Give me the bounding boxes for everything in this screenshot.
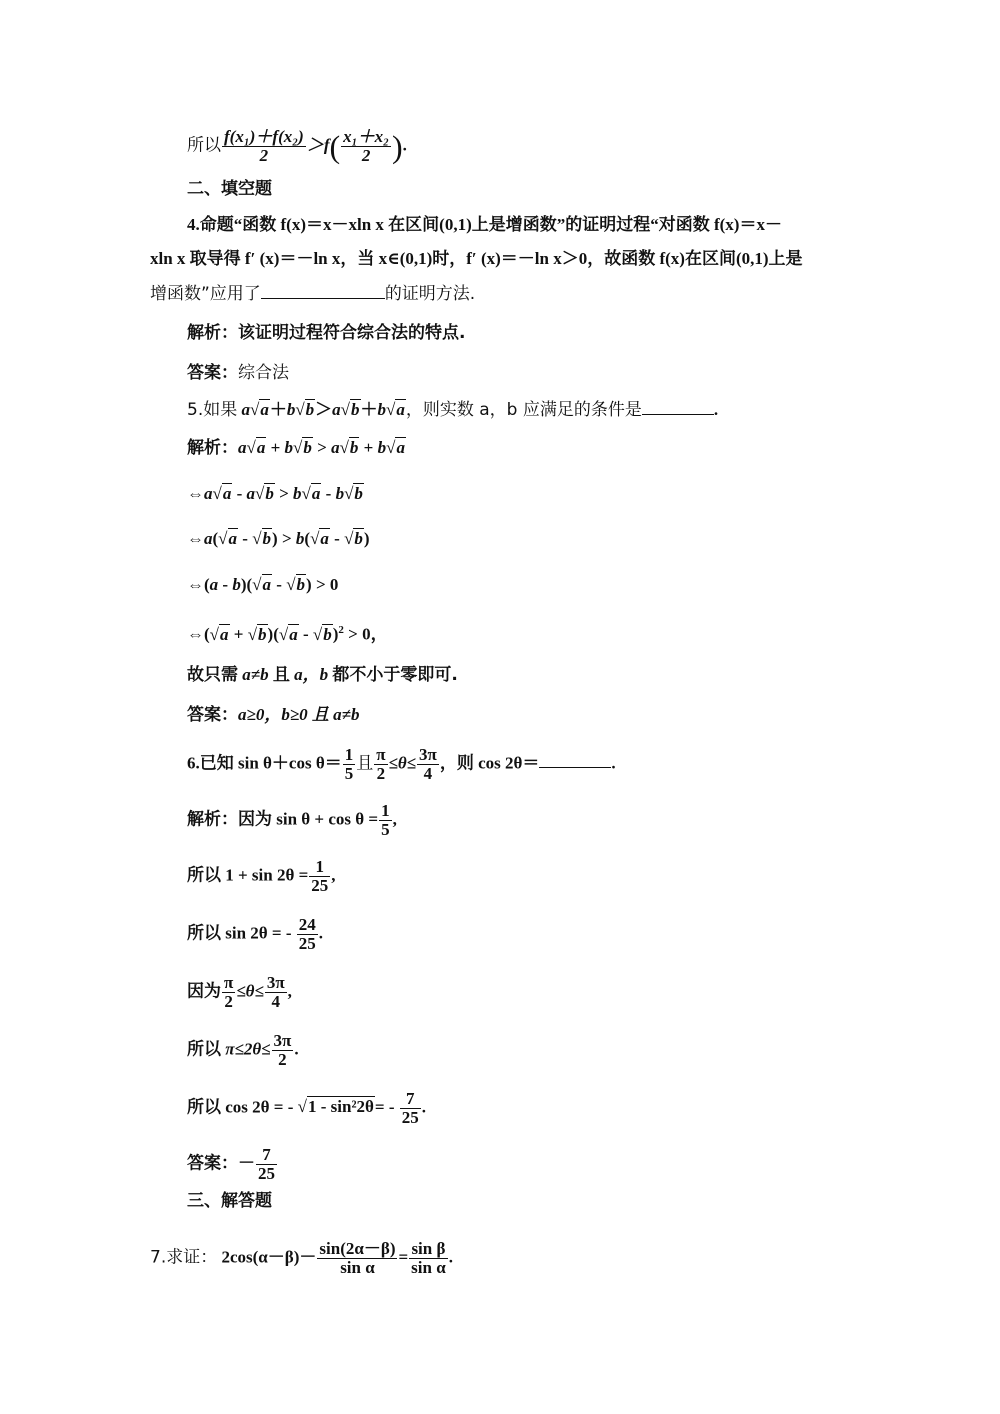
question-6-answer: 答案：－ $\frac{7}{25}$ <box>187 1145 275 1183</box>
question-5-analysis: 解析：a√a + b√b > a√b + b√a <box>187 438 405 458</box>
question-6: 6.已知 sin θ＋cos θ＝ $\frac{1}{5}$ 且 $\frac{\pi}{2}$ ≤θ≤ $\frac{3\pi}{4}$ ，则 cos 2θ＝ . <box>187 745 616 783</box>
question-5-step-3: ⇔(a - b)(√a - √b) > 0 <box>187 575 339 594</box>
fraction: $\frac{\text{sin β}}{\text{sin α}}$ <box>411 1239 446 1277</box>
question-7: 7.求证： 2cos(α－β)－ $\frac{\sin(2\alpha-\beta)}{\text{sin α}}$ = $\frac{\text{sin β}}{\text{sin α}}$ . <box>150 1239 453 1277</box>
question-5: 5.如果 a√a＋b√b＞a√b＋b√a，则实数 a，b 应满足的条件是 . <box>187 400 719 420</box>
fraction: $\frac{24}{25}$ <box>298 915 316 953</box>
answer-blank[interactable] <box>642 398 714 415</box>
fraction: $\frac{3\pi}{4}$ <box>266 973 285 1011</box>
section-heading-fill-in: 二、填空题 <box>187 179 272 199</box>
fraction: $\frac{7}{25}$ <box>401 1089 419 1127</box>
fraction: $\frac{\text{f(x₁)＋f(x₂)}}{2}$ <box>224 127 304 165</box>
fraction: $\frac{3\pi}{4}$ <box>419 745 437 783</box>
question-6-analysis-2: 所以 1 + sin 2θ = $\frac{1}{25}$ , <box>187 857 336 895</box>
question-5-step-1: ⇔a√a - a√b > b√a - b√b <box>187 484 363 503</box>
question-5-step-2: ⇔a(√a - √b) > b(√a - √b) <box>187 529 370 548</box>
previous-conclusion: 所以 $\frac{\text{f(x₁)＋f(x₂)}}{2}$ ＞f( $\frac{\text{x₁＋x₂}}{2}$ ). <box>187 127 407 165</box>
question-5-conclusion: 故只需 a≠b 且 a，b 都不小于零即可. <box>187 665 458 685</box>
question-4-line-2: xln x 取导得 f′ (x)＝－ln x，当 x∈(0,1)时，f′ (x)＝－ln x＞0，故函数 f(x)在区间(0,1)上是 <box>150 249 803 268</box>
fraction: $\frac{\pi}{2}$ <box>376 745 386 783</box>
fraction: $\frac{\sin(2\alpha-\beta)}{\text{sin α}}$ <box>319 1239 396 1277</box>
fraction: $\frac{7}{25}$ <box>258 1145 275 1183</box>
fraction: $\frac{3\pi}{2}$ <box>273 1031 292 1069</box>
question-5-answer: 答案：a≥0，b≥0 且 a≠b <box>187 705 360 725</box>
question-6-analysis-6: 所以 cos 2θ = - √1 - sin²2θ= - $\frac{7}{25}$ . <box>187 1089 427 1127</box>
question-6-analysis-4: 因为 $\frac{\pi}{2}$ ≤θ≤ $\frac{3\pi}{4}$ , <box>187 973 292 1011</box>
section-heading-solutions: 三、解答题 <box>187 1191 272 1211</box>
fraction: $\frac{\pi}{2}$ <box>224 973 234 1011</box>
question-4-line-3: 增函数”应用了 的证明方法. <box>150 284 476 304</box>
fraction: $\frac{1}{5}$ <box>344 745 354 783</box>
question-6-analysis-5: 所以 π≤2θ≤ $\frac{3\pi}{2}$ . <box>187 1031 299 1069</box>
answer-blank[interactable] <box>539 751 611 768</box>
answer-blank[interactable] <box>261 282 385 299</box>
fraction: $\frac{1}{5}$ <box>381 801 390 839</box>
fraction: $\frac{\text{x₁＋x₂}}{2}$ <box>343 127 390 165</box>
question-5-step-4: ⇔(√a + √b)(√a - √b)$^2$ > 0， <box>187 624 388 644</box>
question-4-analysis: 解析：该证明过程符合综合法的特点. <box>187 323 466 343</box>
question-4-answer: 答案：综合法 <box>187 363 289 383</box>
question-6-analysis-3: 所以 sin 2θ = - $\frac{24}{25}$ . <box>187 915 324 953</box>
fraction: $\frac{1}{25}$ <box>311 857 329 895</box>
question-6-analysis-1: 解析：因为 sin θ + cos θ = $\frac{1}{5}$ , <box>187 801 397 839</box>
question-4-line-1: 4.命题“函数 f(x)＝x－xln x 在区间(0,1)上是增函数”的证明过程“对函数 f(x)＝x－ <box>187 215 782 234</box>
